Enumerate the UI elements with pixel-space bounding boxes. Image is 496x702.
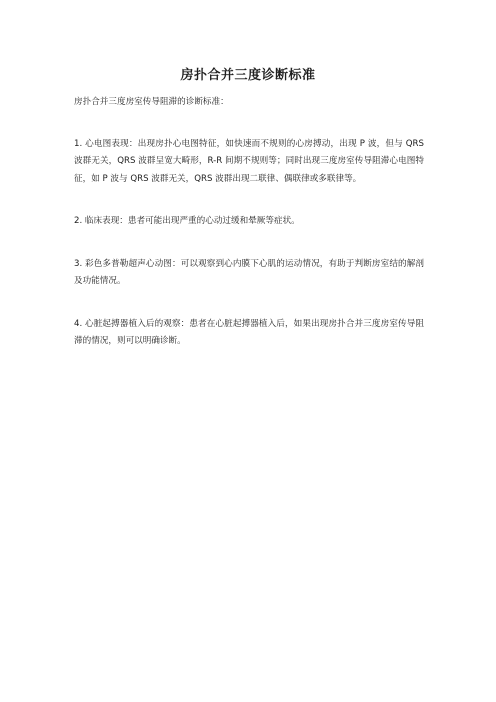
document-title: 房扑合并三度诊断标准: [180, 68, 316, 83]
criterion-paragraph-4: 4. 心脏起搏器植入后的观察：患者在心脏起搏器植入后，如果出现房扑合并三度房室传导阻滞的情况，则可以明确诊断。: [74, 318, 424, 346]
document-body: [74, 94, 424, 376]
criterion-paragraph-1: 1. 心电图表现：出现房扑心电图特征，如快速而不规则的心房搏动，出现 P 波，但与 QRS 波群无关，QRS 波群呈宽大畸形，R-R 间期不规则等；同时出现三度房室传导阻滞心电图特征，如 P 波与 QRS 波群无关，QRS 波群出现二联律、偶联律或多联律等。: [74, 138, 424, 184]
intro-paragraph: 房扑合并三度房室传导阻滞的诊断标准：: [74, 97, 229, 107]
criterion-paragraph-3: 3. 彩色多普勒超声心动图：可以观察到心内膜下心肌的运动情况，有助于判断房室结的解剖及功能情况。: [74, 258, 424, 286]
criterion-paragraph-2: 2. 临床表现：患者可能出现严重的心动过缓和晕厥等症状。: [74, 216, 300, 226]
